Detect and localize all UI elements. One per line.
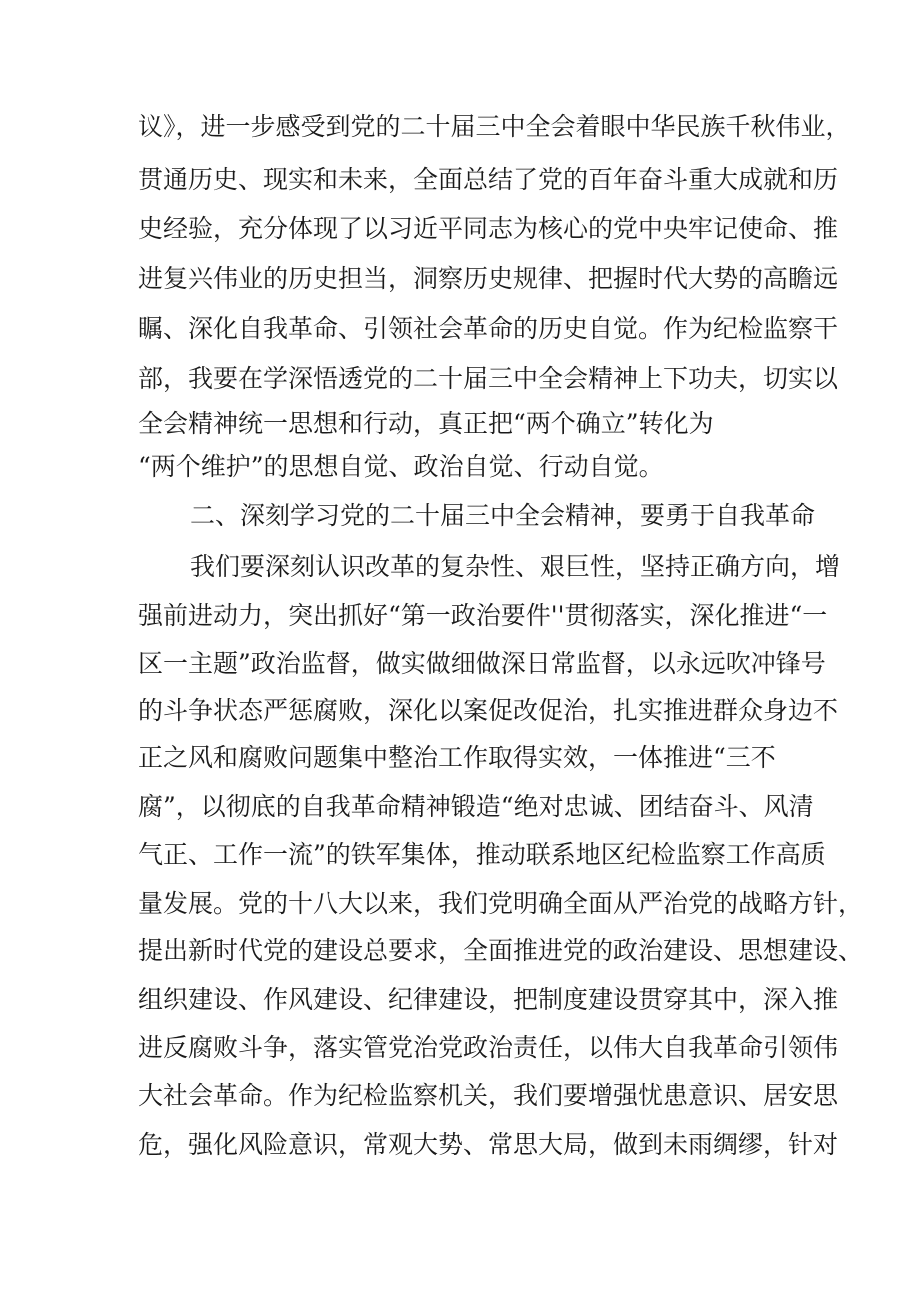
- body-text-line: 气正、工作一流”的铁军集体，推动联系地区纪检监察工作高质: [138, 840, 826, 869]
- body-text-line: 贯通历史、现实和未来，全面总结了党的百年奋斗重大成就和历: [138, 165, 839, 194]
- body-text-line: 提出新时代党的建设总要求，全面推进党的政治建设、思想建设、: [138, 936, 864, 965]
- body-text-line: 部，我要在学深悟透党的二十届三中全会精神上下功夫，切实以: [138, 364, 839, 393]
- body-text-line: 我们要深刻认识改革的复杂性、艰巨性，坚持正确方向，增: [190, 552, 841, 581]
- body-text-line: 强前进动力，突出抓好“第一政治要件''贯彻落实，深化推进“一: [138, 601, 828, 630]
- body-text-line: 大社会革命。作为纪检监察机关，我们要增强忧患意识、居安思: [138, 1081, 839, 1110]
- body-text-line: 量发展。党的十八大以来，我们党明确全面从严治党的战略方针，: [138, 889, 864, 918]
- body-text-line: 进复兴伟业的历史担当，洞察历史规律、把握时代大势的高瞻远: [138, 264, 839, 293]
- body-text-line: 议》，进一步感受到党的二十届三中全会着眼中华民族千秋伟业，: [138, 112, 851, 141]
- body-text-line: “两个维护”的思想自觉、政治自觉、行动自觉。: [138, 452, 664, 481]
- body-text-line: 瞩、深化自我革命、引领社会革命的历史自觉。作为纪检监察干: [138, 314, 839, 343]
- body-text-line: 危，强化风险意识，常观大势、常思大局，做到未雨绸缪，针对: [138, 1130, 839, 1159]
- body-text-line: 的斗争状态严惩腐败，深化以案促改促治，扎实推进群众身边不: [138, 696, 839, 725]
- body-text-line: 区一主题”政治监督，做实做细做深日常监督，以永远吹冲锋号: [138, 649, 826, 678]
- body-text-line: 全会精神统一思想和行动，真正把“两个确立”转化为: [138, 409, 714, 438]
- section-heading: 二、深刻学习党的二十届三中全会精神，要勇于自我革命: [190, 501, 816, 530]
- body-text-line: 组织建设、作风建设、纪律建设，把制度建设贯穿其中，深入推: [138, 985, 839, 1014]
- body-text-line: 腐”，以彻底的自我革命精神锻造“绝对忠诚、团结奋斗、风清: [138, 792, 814, 821]
- body-text-line: 史经验，充分体现了以习近平同志为核心的党中央牢记使命、推: [138, 214, 839, 243]
- body-text-line: 进反腐败斗争，落实管党治党政治责任，以伟大自我革命引领伟: [138, 1033, 839, 1062]
- body-text-line: 正之风和腐败问题集中整治工作取得实效，一体推进“三不: [138, 743, 776, 772]
